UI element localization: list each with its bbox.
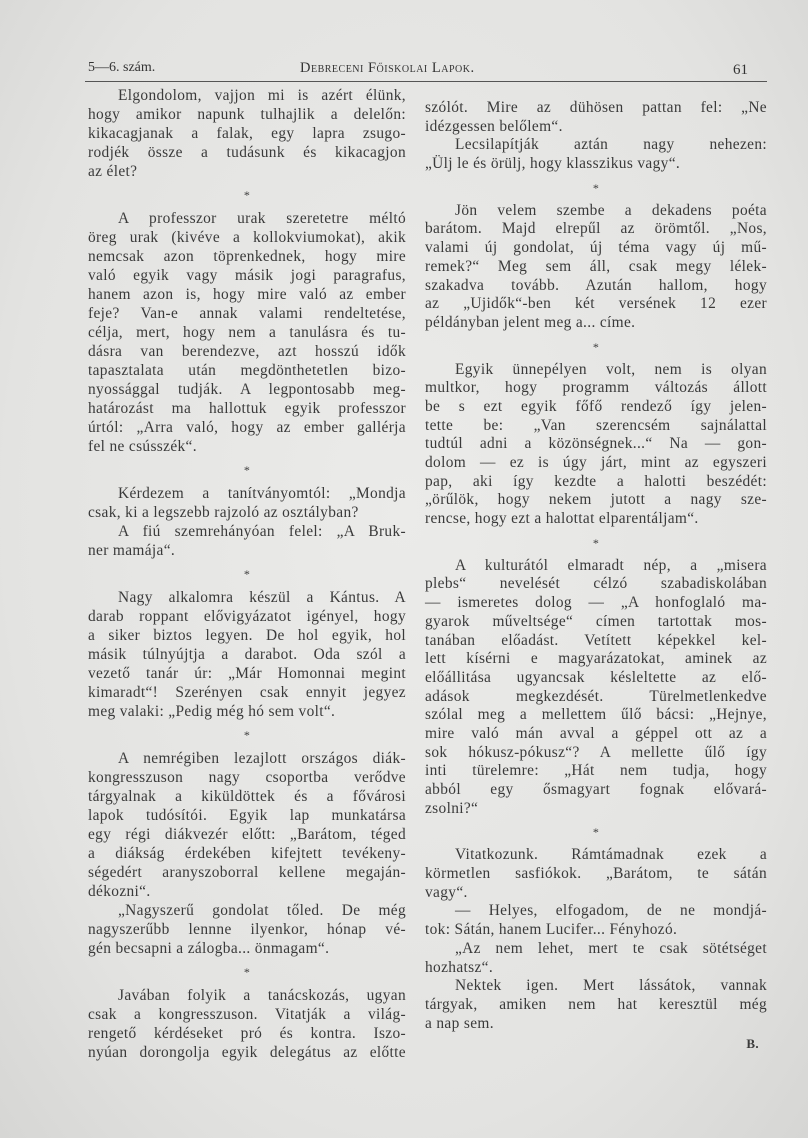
- text-line: „Az nem lehet, mert te csak sötétséget: [455, 939, 767, 957]
- paragraph: [425, 846, 767, 902]
- text-line: körmetlen sasfiókok. „Barátom, te sátán: [425, 865, 767, 883]
- text-line: lapok tudósítói. Egyik lap munkatársa: [88, 807, 406, 824]
- author-signature: B.: [746, 1036, 759, 1052]
- text-line: hogy amikor napunk tulhajlik a delelőn:: [88, 106, 406, 123]
- text-line: Nagy alkalomra készül a Kántus. A: [118, 589, 406, 606]
- text-line: kimaradt“! Szerényen csak ennyit jegyez: [88, 684, 406, 701]
- text-line: kikacagjanak a falak, egy lapra zsugo-: [88, 125, 406, 142]
- text-line: abból egy ősmagyart fognak elővará-: [425, 781, 767, 798]
- right-column: [425, 99, 767, 1054]
- paragraph: [425, 902, 767, 939]
- section-separator-asterisk: *: [243, 965, 251, 979]
- text-line: úrtól: „Arra való, hogy az ember gallérja: [88, 419, 406, 436]
- text-line: fel ne csússzék“.: [88, 438, 197, 455]
- text-line: nagyszerűbb lennne ilyenkor, hónap vé-: [88, 921, 406, 938]
- text-line: egy régi diákvezér előtt: „Barátom, téged: [88, 826, 406, 843]
- paragraph: [425, 557, 767, 819]
- paragraph: [425, 977, 767, 1033]
- text-line: Lecsilapítják aztán nagy nehezen:: [455, 136, 767, 154]
- text-line: csak a kongresszuson. Vitatják a világ-: [88, 1006, 406, 1023]
- text-line: előállitása ugyancsak késleltette az elő-: [425, 668, 767, 686]
- text-line: Nektek igen. Mert lássátok, vannak: [455, 977, 767, 995]
- text-line: példányban jelent meg a... címe.: [425, 313, 636, 331]
- text-line: szakadva tovább. Azután hallom, hogy: [425, 276, 767, 294]
- paragraph: [88, 86, 406, 181]
- paragraph: [425, 361, 767, 529]
- text-line: tapasztalata után megdönthetetlen bizo-: [88, 362, 406, 379]
- text-line: az „Ujidők“-ben két versének 12 ezer: [425, 295, 767, 313]
- section-separator-asterisk: *: [592, 180, 600, 195]
- text-line: valami új gondolat, új téma vagy új mű-: [425, 239, 767, 257]
- text-line: barátom. Majd elrepűl az örömtől. „Nos,: [425, 220, 767, 238]
- text-line: gyarok műveltsége“ címen tartottak mos-: [425, 612, 767, 630]
- text-line: rengető kérdéseket pró és kontra. Iszo-: [88, 1025, 406, 1042]
- text-line: — Helyes, elfogadom, de ne mondjá-: [455, 902, 767, 920]
- section-separator-asterisk: *: [243, 463, 251, 477]
- text-line: Kérdezem a tanítványomtól: „Mondja: [118, 485, 406, 502]
- publication-title: Debreceni Főiskolai Lapok.: [300, 60, 475, 76]
- text-line: hozhatsz“.: [425, 958, 494, 976]
- paragraph: [425, 99, 767, 136]
- header-rule: [85, 81, 767, 82]
- paragraph: [88, 588, 406, 721]
- paragraph: [425, 940, 767, 977]
- text-line: A kulturától elmaradt nép, a „misera: [455, 556, 767, 574]
- text-line: lett kísérni e magyarázatokat, aminek az: [425, 650, 767, 668]
- text-line: dékozni“.: [88, 883, 151, 900]
- text-line: gén becsapni a zálogba... önmagam“.: [88, 940, 330, 957]
- section-separator-asterisk: *: [243, 567, 251, 581]
- paragraph: [88, 522, 406, 560]
- paragraph: [88, 484, 406, 522]
- text-line: rodjék össze a tudásunk és kikacagjon: [88, 144, 406, 161]
- text-line: idézgessen belőlem“.: [425, 117, 563, 135]
- text-line: Elgondolom, vajjon mi is azért élünk,: [118, 87, 406, 104]
- text-line: Jön velem szembe a dekadens poéta: [455, 201, 767, 219]
- text-line: határozást ma hallottuk egyik professzor: [88, 400, 406, 417]
- text-line: Egyik ünnepélyen volt, nem is olyan: [455, 360, 767, 378]
- text-line: kongresszuson nagy csoportba verődve: [88, 769, 406, 786]
- text-line: plebs“ nevelését célzó szabadiskolában: [425, 575, 767, 593]
- text-line: célja, mert, hogy nem a tanulásra és tu-: [88, 324, 406, 341]
- paragraph: [425, 202, 767, 333]
- text-line: darab roppant elővigyázatot igényel, hogy: [88, 608, 406, 625]
- paragraph: [88, 749, 406, 901]
- text-line: A fiú szemrehányóan felel: „A Bruk-: [118, 523, 406, 540]
- text-line: meg valaki: „Pedig még hó sem volt“.: [88, 703, 336, 720]
- text-line: tanában előadást. Vetített képekkel kel-: [425, 631, 767, 649]
- text-line: tok: Sátán, hanem Lucifer... Fényhozó.: [425, 921, 678, 939]
- section-separator-asterisk: *: [592, 535, 600, 550]
- section-separator-asterisk: *: [243, 188, 251, 202]
- paragraph: [88, 986, 406, 1062]
- text-line: rencse, hogy ezt a halottat elparentáljam“.: [425, 510, 699, 528]
- text-line: zsolni?“: [425, 799, 479, 817]
- text-line: vagy“.: [425, 883, 468, 901]
- text-line: Vitatkozunk. Rámtámadnak ezek a: [455, 846, 767, 864]
- text-line: a nap sem.: [425, 1014, 494, 1032]
- text-line: multkor, hogy programm változás állott: [425, 379, 767, 397]
- text-line: inti türelemre: „Hát nem tudja, hogy: [425, 762, 767, 780]
- issue-number: 5—6. szám.: [88, 60, 156, 75]
- text-line: nyossággal tudják. A legpontosabb meg-: [88, 381, 406, 398]
- text-line: adások megkezdését. Türelmetlenkedve: [425, 687, 767, 705]
- text-line: ségedért aranyszoborral kellene megaján-: [88, 864, 406, 881]
- text-line: dásra van berendezve, azt hosszú idők: [88, 343, 406, 360]
- paragraph: [88, 209, 406, 456]
- section-separator-asterisk: *: [592, 339, 600, 354]
- text-line: hanem azon is, hogy mire való az ember: [88, 286, 406, 303]
- text-line: a diákság érdekében kifejtett tevékeny-: [88, 845, 406, 862]
- page-number: 61: [733, 62, 748, 78]
- text-line: A professzor urak szeretetre méltó: [118, 210, 406, 227]
- text-line: „Nagyszerű gondolat tőled. De még: [118, 902, 406, 919]
- text-line: sok hókusz-pókusz“? A mellette űlő így: [425, 743, 767, 761]
- text-line: tárgyalnak a kiküldöttek és a fővárosi: [88, 788, 406, 805]
- text-line: mire való mán avval a géppel ott az a: [425, 724, 767, 742]
- text-line: ner mamája“.: [88, 542, 176, 559]
- text-line: öreg urak (kivéve a kollokviumokat), akik: [88, 229, 406, 246]
- text-line: csak, ki a legszebb rajzoló az osztályban?: [88, 504, 359, 521]
- text-line: A nemrégiben lezajlott országos diák-: [118, 750, 406, 767]
- text-line: tette be: „Van szerencsém sajnálattal: [425, 416, 767, 434]
- left-column: [88, 86, 406, 1062]
- text-line: a siker biztos legyen. De hol egyik, hol: [88, 627, 406, 644]
- section-separator-asterisk: *: [243, 728, 251, 742]
- text-line: tudtúl adni a közönségnek...“ Na — gon-: [425, 435, 767, 453]
- text-line: szólal meg a mellettem űlő bácsi: „Hejnye,: [425, 706, 767, 724]
- text-line: „Ülj le és örülj, hogy klasszikus vagy“.: [425, 155, 681, 173]
- text-line: „örűlök, hogy nekem jutott a nagy sze-: [425, 491, 767, 509]
- text-line: feje? Van-e annak valami rendeltetése,: [88, 305, 406, 322]
- text-line: be s ezt egyik főfő rendező így jelen-: [425, 397, 767, 415]
- text-line: pap, aki így kezdte a halotti beszédét:: [425, 472, 767, 490]
- text-line: nemcsak azon töprenkednek, hogy mire: [88, 248, 406, 265]
- text-line: Javában folyik a tanácskozás, ugyan: [118, 987, 406, 1004]
- text-line: az élet?: [88, 163, 138, 180]
- text-line: másik túlnyújtja a darabot. Oda szól a: [88, 646, 406, 663]
- paragraph: [425, 136, 767, 173]
- section-separator-asterisk: *: [592, 825, 600, 840]
- text-line: dolom — ez is úgy járt, mint az egyszeri: [425, 454, 767, 471]
- text-line: való egyik vagy másik jogi paragrafus,: [88, 267, 406, 284]
- paragraph: [88, 901, 406, 958]
- text-line: szólót. Mire az dühösen pattan fel: „Ne: [425, 99, 767, 116]
- text-line: tárgyak, amiken nem hat keresztül még: [425, 995, 767, 1013]
- text-line: — ismeretes dolog — „A honfoglaló ma-: [425, 594, 767, 612]
- text-line: vezető tanár úr: „Már Homonnai megint: [88, 665, 406, 682]
- text-line: remek?“ Meg sem áll, csak megy lélek-: [425, 257, 767, 275]
- text-line: nyúan dorongolja egyik delegátus az előtte: [88, 1044, 406, 1061]
